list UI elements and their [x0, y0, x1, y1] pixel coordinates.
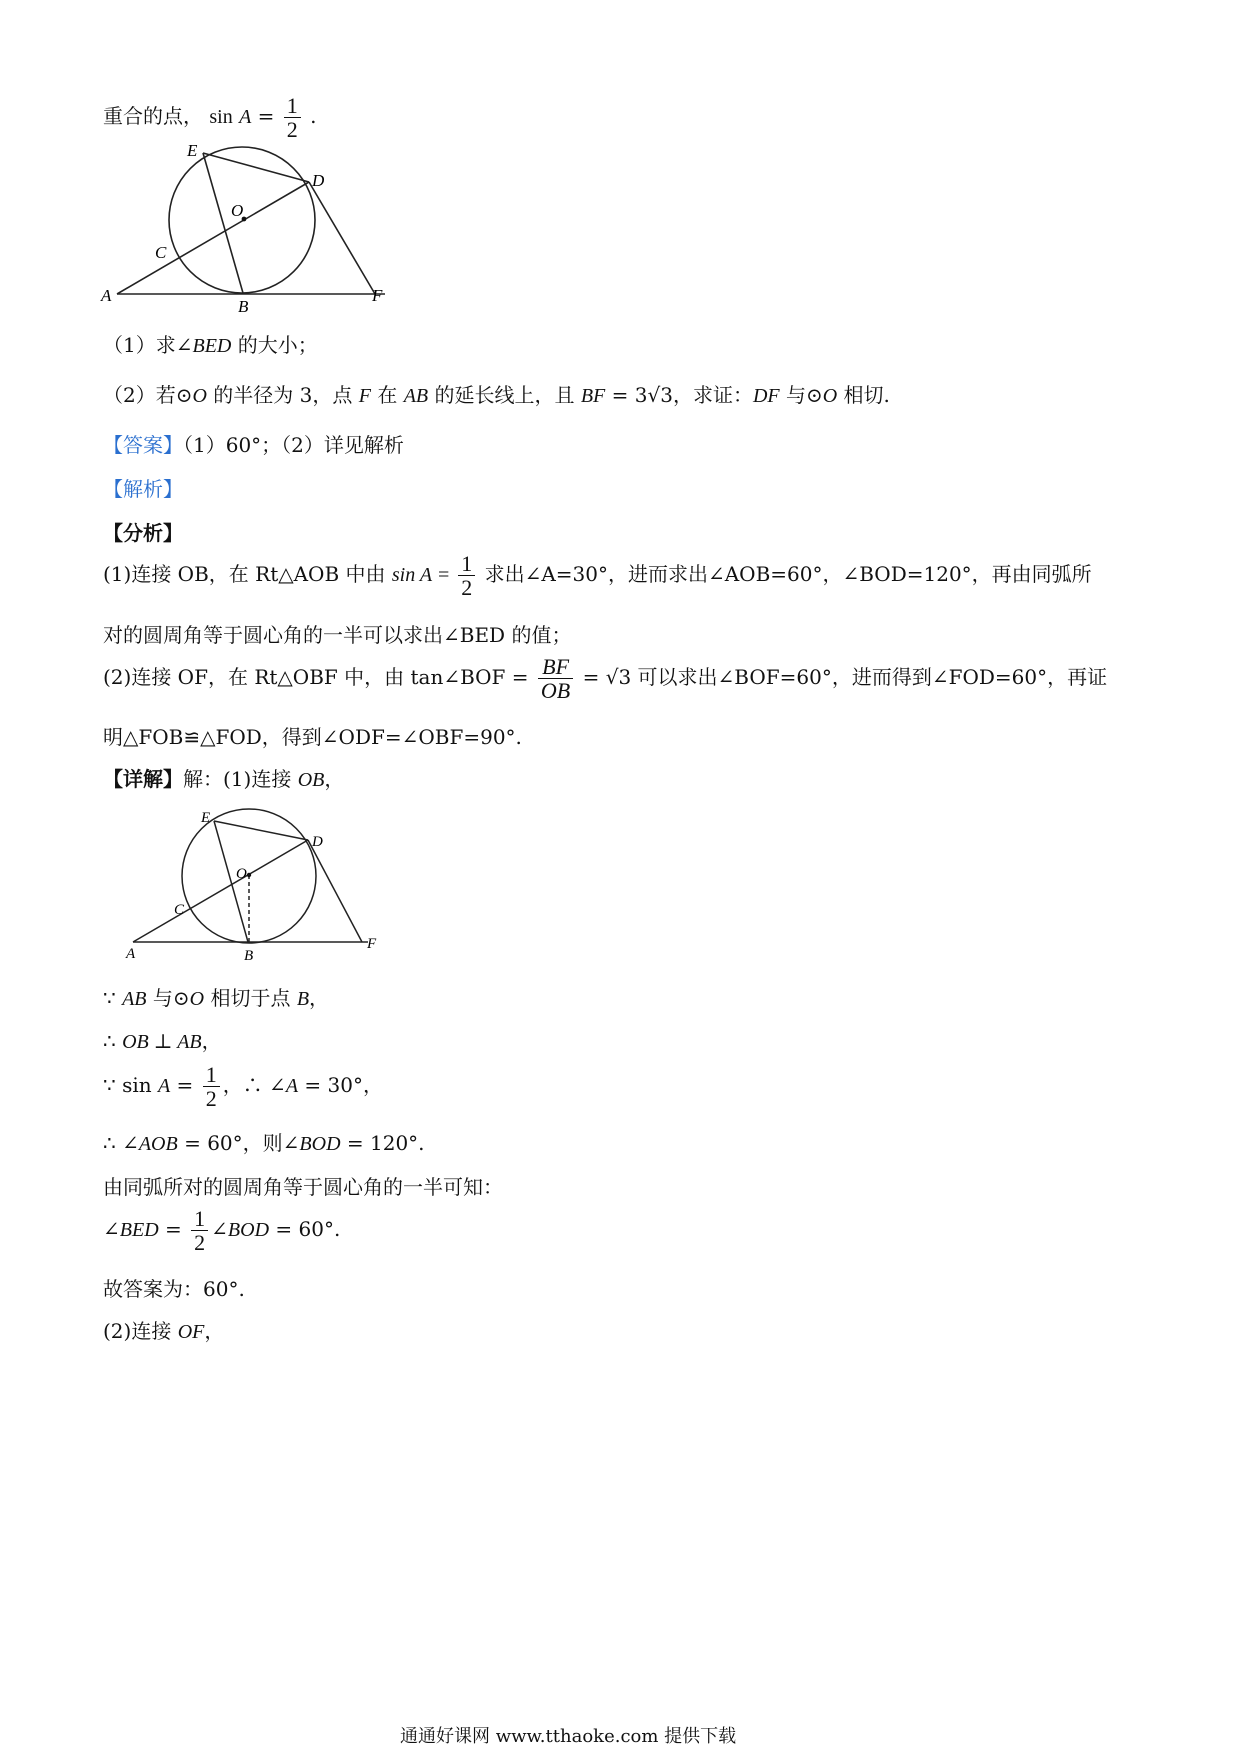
analysis-2b: 明△FOB≌△FOD，得到∠ODF=∠OBF=90°.: [103, 725, 522, 749]
a1-fraction: [458, 552, 475, 599]
step-1: [103, 982, 329, 1011]
s4-var-bod: BOD: [299, 1133, 341, 1155]
label-o: O: [231, 201, 244, 220]
var-a-2: A: [157, 1075, 171, 1098]
step-2: [103, 1025, 222, 1054]
var-ab-2: AB: [122, 988, 147, 1010]
label-c: C: [155, 243, 167, 262]
var-a-3: A: [285, 1075, 299, 1098]
s3-post: ，∴ ∠: [222, 1073, 286, 1098]
label-a: A: [101, 286, 112, 305]
var-bf: BF: [580, 385, 606, 407]
s8-pre: (2)连接: [103, 1319, 178, 1343]
question-1: [103, 329, 318, 358]
label-b: B: [238, 297, 249, 316]
s4-var-aob: AOB: [138, 1133, 178, 1155]
s6-num: 1: [191, 1207, 208, 1231]
line-ed-2: [214, 821, 308, 840]
label-d: D: [312, 171, 325, 190]
label-d-2: D: [312, 834, 323, 850]
s4-tail: = 120°.: [340, 1131, 425, 1155]
a1-num: 1: [458, 552, 475, 576]
sqrt-three: √3: [647, 383, 673, 407]
q2-text-7: 相切.: [837, 383, 890, 407]
s2-end: ，: [201, 1029, 222, 1053]
a1-den: 2: [461, 575, 473, 601]
s3-num: 1: [203, 1063, 220, 1087]
a1-text: (1)连接 OB，在 Rt△AOB 中由: [103, 562, 392, 587]
step-5: 由同弧所对的圆周角等于圆心角的一半可知：: [103, 1175, 503, 1199]
s4-pre: ∴ ∠: [103, 1131, 139, 1155]
question-2: [103, 379, 890, 408]
detail-text: 解：(1)连接: [183, 767, 298, 791]
fraction-half: [284, 94, 301, 141]
var-df: DF: [752, 385, 780, 407]
s6-eq: =: [158, 1217, 189, 1242]
intro-line: [103, 94, 316, 141]
circle-symbol-2: ⊙: [805, 383, 823, 407]
s2-expr: OB ⊥ AB: [122, 1031, 202, 1053]
analysis-1: [103, 552, 1092, 599]
sin-label: sin: [209, 106, 233, 129]
therefore-symbol: ∴: [103, 1029, 123, 1053]
s8-end: ，: [204, 1319, 225, 1343]
s3-fraction: [203, 1063, 220, 1110]
step-7: 故答案为：60°.: [103, 1277, 245, 1301]
detail-tag: 【详解】: [103, 767, 183, 791]
line-df: [309, 182, 375, 294]
s6-pre: ∠: [103, 1217, 120, 1242]
a2-fraction: [538, 655, 573, 702]
s6-tail: = 60°.: [269, 1217, 341, 1242]
label-b-2: B: [244, 948, 254, 964]
because-symbol: ∵: [103, 986, 123, 1010]
q2-text-4: 的延长线上，且: [428, 383, 581, 407]
equals: =: [257, 104, 281, 129]
fraction-numerator: 1: [284, 94, 301, 118]
a2-text: (2)连接 OF，在 Rt△OBF 中，由 tan∠BOF =: [103, 665, 535, 690]
label-f: F: [372, 286, 383, 305]
step-4: [103, 1127, 425, 1156]
a1-text-2: 求出∠A=30°，进而求出∠AOB=60°，∠BOD=120°，再由同弧所: [478, 562, 1092, 587]
a2-num: BF: [538, 655, 573, 679]
q1-text: （1）求∠: [103, 333, 193, 357]
q2-text: （2）若: [103, 383, 176, 407]
fenxi-tag: 【分析】: [103, 521, 183, 545]
s6-den: 2: [194, 1230, 206, 1256]
label-o-2: O: [236, 866, 247, 882]
s6-var-bed: BED: [119, 1219, 159, 1242]
var-f: F: [358, 385, 371, 407]
q1-var: BED: [192, 335, 232, 357]
line-ad: [117, 182, 309, 294]
s4-mid: = 60°，则∠: [177, 1131, 300, 1155]
detail-end: ，: [324, 767, 345, 791]
detail-line: [103, 763, 344, 792]
var-ab: AB: [403, 385, 429, 407]
period: .: [310, 104, 317, 129]
s1-mid: 与: [146, 986, 173, 1010]
geometry-figure-2: [118, 800, 388, 965]
line-ad-2: [133, 840, 308, 942]
label-c-2: C: [174, 902, 185, 918]
var-o: O: [192, 385, 207, 407]
s1-post: 相切于点: [204, 986, 297, 1010]
answer-line: [103, 429, 404, 458]
s3-pre: ∵ sin: [103, 1073, 158, 1098]
line-eb: [203, 153, 243, 293]
step-8: [103, 1315, 224, 1344]
var-a: A: [239, 106, 252, 129]
q1-tail: 的大小；: [231, 333, 318, 357]
circle-symbol-3: ⊙: [172, 986, 190, 1010]
step-3: [103, 1063, 383, 1110]
analysis-2: [103, 655, 1107, 702]
label-a-2: A: [126, 946, 136, 962]
label-e: E: [187, 141, 198, 160]
analysis-1b: 对的圆周角等于圆心角的一半可以求出∠BED 的值；: [103, 623, 572, 647]
s3-tail: = 30°，: [298, 1073, 383, 1098]
q2-text-5: ，求证：: [672, 383, 753, 407]
a2-den: OB: [540, 678, 571, 704]
label-f-2: F: [367, 936, 377, 952]
var-o-2: O: [822, 385, 838, 407]
answer-text: （1）60°；（2）详见解析: [183, 433, 404, 457]
s3-den: 2: [205, 1086, 217, 1112]
detail-var: OB: [297, 769, 325, 791]
label-e-2: E: [201, 810, 211, 826]
s6-mid: ∠: [211, 1217, 228, 1242]
center-dot-2: [247, 873, 251, 877]
step-6: [103, 1207, 340, 1254]
equals-three: = 3: [605, 383, 648, 407]
circle-symbol: ⊙: [175, 383, 193, 407]
s6-fraction: [191, 1207, 208, 1254]
s1-end: ，: [309, 986, 330, 1010]
line-df-2: [308, 840, 362, 942]
var-b: B: [296, 988, 310, 1010]
q2-text-2: 的半径为 3，点: [206, 383, 359, 407]
intro-text: 重合的点，: [103, 104, 203, 129]
s3-eq: =: [170, 1073, 200, 1098]
fraction-denominator: 2: [286, 117, 298, 143]
answer-tag: 【答案】: [103, 433, 183, 457]
s8-var: OF: [177, 1321, 205, 1343]
q2-text-3: 在: [370, 383, 404, 407]
q2-text-6: 与: [779, 383, 806, 407]
analysis-tag: 【解析】: [103, 477, 183, 501]
page-footer: 通通好课网 www.tthaoke.com 提供下载: [400, 1726, 737, 1747]
s6-var-bod: BOD: [227, 1219, 270, 1242]
geometry-figure-1: [95, 140, 405, 320]
var-o-3: O: [189, 988, 205, 1010]
a2-text-2: = √3 可以求出∠BOF=60°，进而得到∠FOD=60°，再证: [576, 665, 1108, 690]
a1-sin: sin A =: [391, 564, 456, 587]
